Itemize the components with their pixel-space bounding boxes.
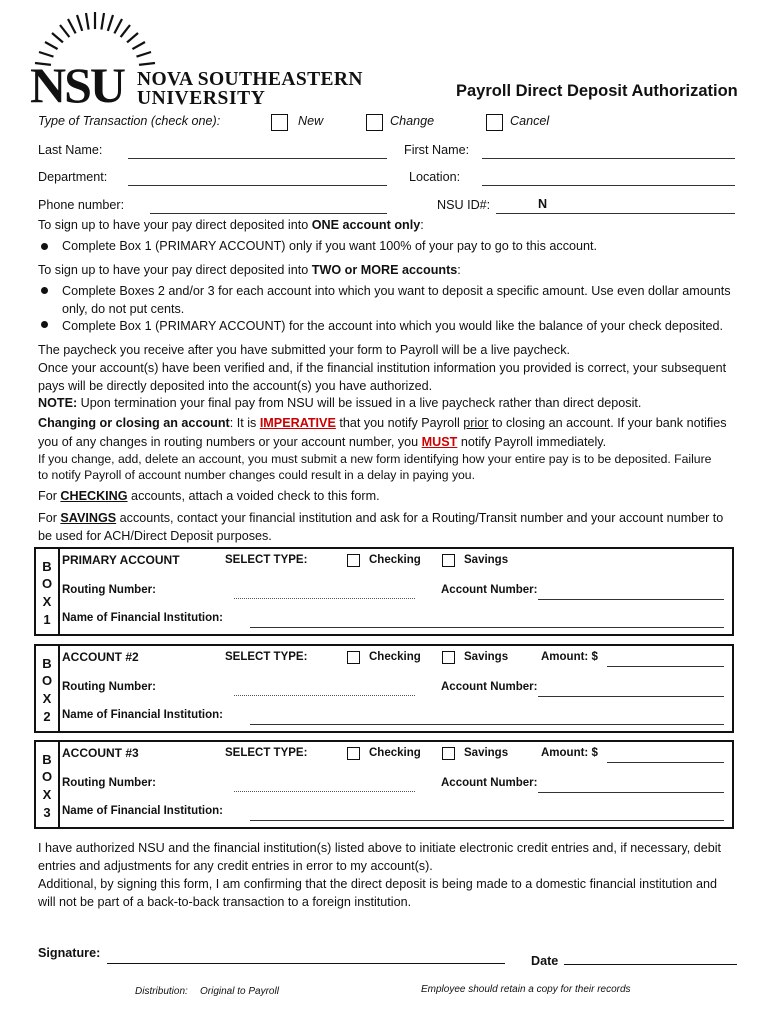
amount-label: Amount: $ xyxy=(541,651,598,663)
checking-label: Checking xyxy=(369,554,421,566)
savings-instruction-a: For xyxy=(38,511,61,525)
amount-field[interactable] xyxy=(607,762,724,763)
authorization-line2: entries and adjustments for any credit entries in error to my account(s). xyxy=(38,859,433,873)
change-account-line2 xyxy=(38,434,606,451)
nsu-id-field[interactable] xyxy=(496,213,735,214)
bullet-icon xyxy=(41,243,48,250)
savings-checkbox[interactable] xyxy=(442,651,455,664)
verification-text-line1: Once your account(s) have been verified and, if the financial institution information you provided is correct, your subsequent xyxy=(38,361,727,375)
select-type-label: SELECT TYPE: xyxy=(225,651,308,663)
two-accounts-suffix: : xyxy=(457,263,461,277)
change-account-text-b: that you notify Payroll xyxy=(335,416,464,430)
department-field[interactable] xyxy=(128,185,387,186)
savings-label: Savings xyxy=(464,554,509,566)
routing-number-label: Routing Number: xyxy=(62,777,156,789)
change-option-label: Change xyxy=(390,114,435,128)
account-number-field[interactable] xyxy=(538,599,724,600)
box-number: 2 xyxy=(43,709,51,724)
nsu-id-prefix: N xyxy=(538,197,548,211)
account-number-field[interactable] xyxy=(538,696,724,697)
location-field[interactable] xyxy=(482,185,735,186)
last-name-label: Last Name: xyxy=(38,143,103,157)
location-label: Location: xyxy=(409,170,461,184)
note-label: NOTE: xyxy=(38,396,78,410)
one-account-heading xyxy=(38,217,424,234)
account-number-label: Account Number: xyxy=(441,777,538,789)
savings-label: Savings xyxy=(464,747,509,759)
termination-note xyxy=(38,395,641,412)
two-accounts-bullet1-line1: Complete Boxes 2 and/or 3 for each account into which you want to deposit a specific amount. Use even dollar amounts xyxy=(62,284,731,298)
date-field[interactable] xyxy=(564,964,737,965)
one-account-prefix: To sign up to have your pay direct deposited into xyxy=(38,218,312,232)
nsu-logo-letters: NSU xyxy=(30,57,125,113)
transaction-type-label: Type of Transaction (check one): xyxy=(38,114,221,128)
change-account-line3: If you change, add, delete an account, you must submit a new form identifying how your entire pay is to be deposited. Failure xyxy=(38,452,712,466)
note-text: Upon termination your final pay from NSU will be issued in a live paycheck rather than direct deposit. xyxy=(77,396,642,410)
must-emphasis: MUST xyxy=(421,435,458,449)
bullet-icon xyxy=(41,321,48,328)
select-type-label: SELECT TYPE: xyxy=(225,554,308,566)
authorization-line3: Additional, by signing this form, I am confirming that the direct deposit is being made to a domestic financial institution and xyxy=(38,877,718,891)
institution-name-label: Name of Financial Institution: xyxy=(62,805,224,817)
box-letter: X xyxy=(42,691,52,706)
phone-field[interactable] xyxy=(150,213,387,214)
box-letter: X xyxy=(42,594,52,609)
box-letter: B xyxy=(42,559,52,574)
two-accounts-prefix: To sign up to have your pay direct deposited into xyxy=(38,263,312,277)
checking-emphasis: CHECKING xyxy=(60,489,128,503)
cancel-checkbox[interactable] xyxy=(486,114,503,131)
routing-number-field[interactable] xyxy=(234,791,415,792)
box-letter: B xyxy=(42,752,52,767)
prior-emphasis: prior xyxy=(463,416,489,430)
nsu-id-label: NSU ID#: xyxy=(437,198,491,212)
box-title: ACCOUNT #3 xyxy=(62,746,139,760)
routing-number-label: Routing Number: xyxy=(62,681,156,693)
change-account-line4: to notify Payroll of account number changes could result in a delay in paying you. xyxy=(38,468,475,482)
account-box-1 xyxy=(34,547,734,636)
box-number: 1 xyxy=(43,612,51,627)
institution-name-field[interactable] xyxy=(250,627,724,628)
account-number-field[interactable] xyxy=(538,792,724,793)
box-title: PRIMARY ACCOUNT xyxy=(62,553,180,567)
checking-label: Checking xyxy=(369,747,421,759)
account-box-2 xyxy=(34,644,734,733)
routing-number-label: Routing Number: xyxy=(62,584,156,596)
box-letter: O xyxy=(41,769,53,784)
box-title: ACCOUNT #2 xyxy=(62,650,139,664)
bullet-icon xyxy=(41,287,48,294)
box-label-column xyxy=(36,646,60,731)
last-name-field[interactable] xyxy=(128,158,387,159)
signature-label: Signature: xyxy=(38,946,101,960)
box-number: 3 xyxy=(43,805,51,820)
phone-label: Phone number: xyxy=(38,198,125,212)
checking-checkbox[interactable] xyxy=(347,651,360,664)
savings-checkbox[interactable] xyxy=(442,747,455,760)
box-letter: X xyxy=(42,787,52,802)
checking-instruction-b: accounts, attach a voided check to this form. xyxy=(127,489,380,503)
first-name-field[interactable] xyxy=(482,158,735,159)
checking-label: Checking xyxy=(369,651,421,663)
change-account-text-a: : It is xyxy=(229,416,260,430)
box-letter: B xyxy=(42,656,52,671)
change-account-line1 xyxy=(38,415,727,432)
institution-name-label: Name of Financial Institution: xyxy=(62,709,224,721)
one-account-bold: ONE account only xyxy=(311,218,421,232)
routing-number-field[interactable] xyxy=(234,598,415,599)
savings-instruction-line1 xyxy=(38,510,723,527)
savings-instruction-b: accounts, contact your financial institution and ask for a Routing/Transit number and your account number to xyxy=(116,511,724,525)
department-label: Department: xyxy=(38,170,108,184)
select-type-label: SELECT TYPE: xyxy=(225,747,308,759)
routing-number-field[interactable] xyxy=(234,695,415,696)
institution-name-label: Name of Financial Institution: xyxy=(62,612,224,624)
box-label-column xyxy=(36,549,60,634)
two-accounts-heading xyxy=(38,262,461,279)
date-label: Date xyxy=(531,954,559,968)
live-paycheck-text: The paycheck you receive after you have submitted your form to Payroll will be a live paycheck. xyxy=(38,343,570,357)
authorization-line1: I have authorized NSU and the financial institution(s) listed above to initiate electronic credit entries and, if necessary, debit xyxy=(38,841,721,855)
cancel-option-label: Cancel xyxy=(510,114,550,128)
university-name-line1: NOVA SOUTHEASTERN xyxy=(137,69,363,90)
account-number-label: Account Number: xyxy=(441,584,538,596)
new-option-label: New xyxy=(298,114,324,128)
form-title: Payroll Direct Deposit Authorization xyxy=(456,82,738,100)
employee-copy-note: Employee should retain a copy for their records xyxy=(421,984,631,995)
box-label-column xyxy=(36,742,60,827)
change-account-line2-a: you of any changes in routing numbers or your account number, you xyxy=(38,435,422,449)
checking-checkbox[interactable] xyxy=(347,554,360,567)
box-letter: O xyxy=(41,673,53,688)
savings-checkbox[interactable] xyxy=(442,554,455,567)
institution-name-field[interactable] xyxy=(250,724,724,725)
institution-name-field[interactable] xyxy=(250,820,724,821)
savings-instruction-line2: be used for ACH/Direct Deposit purposes. xyxy=(38,529,272,543)
change-account-bold: Changing or closing an account xyxy=(38,416,230,430)
first-name-label: First Name: xyxy=(404,143,470,157)
signature-field[interactable] xyxy=(107,963,505,964)
account-number-label: Account Number: xyxy=(441,681,538,693)
savings-emphasis: SAVINGS xyxy=(60,511,117,525)
verification-text-line2: pays will be directly deposited into the account(s) you have authorized. xyxy=(38,379,433,393)
distribution-label: Distribution: xyxy=(135,986,188,997)
change-checkbox[interactable] xyxy=(366,114,383,131)
savings-label: Savings xyxy=(464,651,509,663)
change-account-text-c: to closing an account. If your bank notifies xyxy=(488,416,727,430)
two-accounts-bullet1-line2: only, do not put cents. xyxy=(62,302,185,316)
checking-instruction xyxy=(38,488,380,505)
one-account-suffix: : xyxy=(420,218,424,232)
imperative-emphasis: IMPERATIVE xyxy=(259,416,336,430)
one-account-bullet: Complete Box 1 (PRIMARY ACCOUNT) only if you want 100% of your pay to go to this account. xyxy=(62,239,598,253)
university-name-line2: UNIVERSITY xyxy=(137,88,266,109)
account-box-3 xyxy=(34,740,734,829)
amount-field[interactable] xyxy=(607,666,724,667)
checking-checkbox[interactable] xyxy=(347,747,360,760)
amount-label: Amount: $ xyxy=(541,747,598,759)
box-letter: O xyxy=(41,576,53,591)
new-checkbox[interactable] xyxy=(271,114,288,131)
change-account-line2-b: notify Payroll immediately. xyxy=(457,435,607,449)
distribution-value: Original to Payroll xyxy=(200,986,279,997)
checking-instruction-a: For xyxy=(38,489,61,503)
two-accounts-bold: TWO or MORE accounts xyxy=(311,263,458,277)
authorization-line4: will not be part of a back-to-back transaction to a foreign institution. xyxy=(38,895,412,909)
two-accounts-bullet2: Complete Box 1 (PRIMARY ACCOUNT) for the account into which you would like the balance of your check deposited. xyxy=(62,319,724,333)
